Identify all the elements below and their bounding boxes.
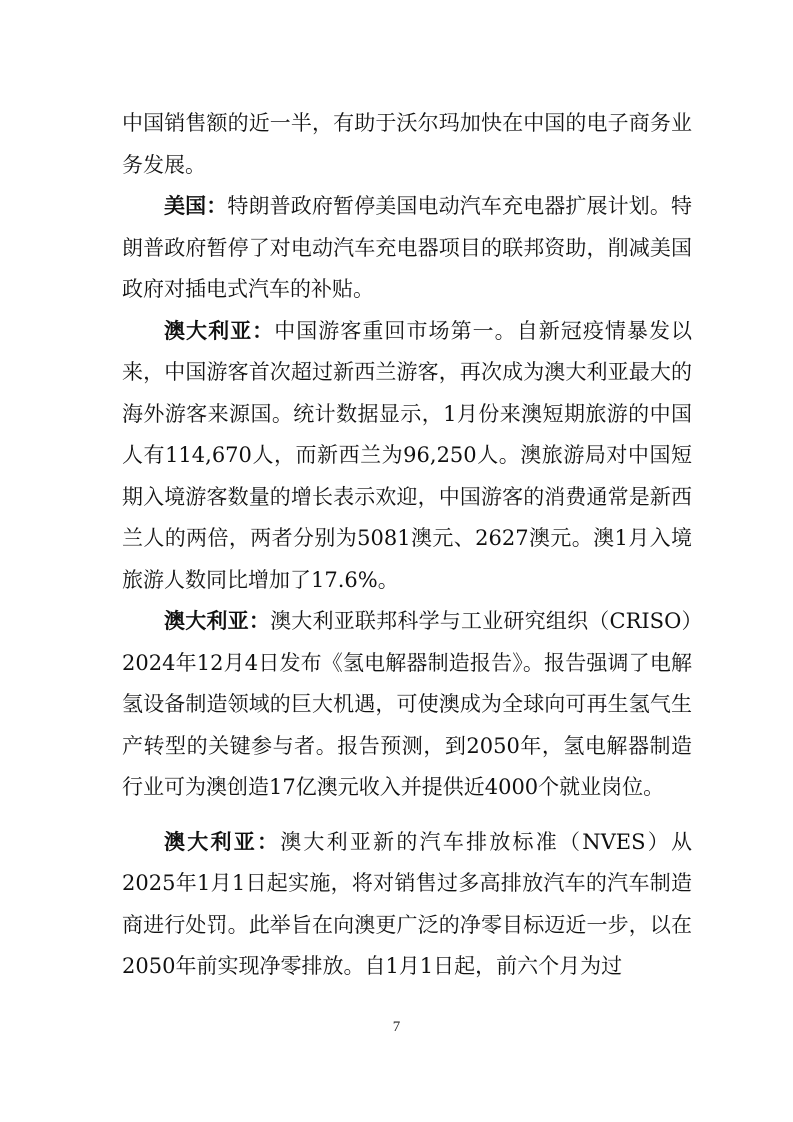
page-number: 7	[392, 1019, 401, 1035]
paragraph-australia-tourists	[122, 311, 692, 602]
paragraph-australia-nves	[122, 822, 692, 988]
paragraph-text: 中国游客重回市场第一。自新冠疫情暴发以来，中国游客首次超过新西兰游客，再次成为澳大利亚最大的海外游客来源国。统计数据显示，1月份来澳短期旅游的中国人有114,670人，而新西兰为96,250人。澳旅游局对中国短期入境游客数量的增长表示欢迎，中国游客的消费通常是新西兰人的两倍，两者分别为5081澳元、2627澳元。澳1月入境旅游人数同比增加了17.6%。	[122, 318, 692, 592]
paragraph-text: 澳大利亚联邦科学与工业研究组织（CRISO）2024年12月4日发布《氢电解器制造报告》。报告强调了电解氢设备制造领域的巨大机遇，可使澳成为全球向可再生氢气生产转型的关键参与者。报告预测，到2050年，氢电解器制造行业可为澳创造17亿澳元收入并提供近4000个就业岗位。	[122, 609, 693, 799]
body-text	[122, 103, 692, 988]
paragraph-text: 特朗普政府暂停美国电动汽车充电器扩展计划。特朗普政府暂停了对电动汽车充电器项目的联邦资助，削减美国政府对插电式汽车的补贴。	[122, 194, 692, 301]
paragraph-continuation	[122, 103, 692, 186]
paragraph-usa-ev-charger	[122, 186, 692, 311]
paragraph-lead: 澳大利亚：	[164, 318, 275, 343]
paragraph-text: 澳大利亚新的汽车排放标准（NVES）从2025年1月1日起实施，将对销售过多高排放汽车的汽车制造商进行处罚。此举旨在向澳更广泛的净零目标迈近一步，以在2050年前实现净零排放。自1月1日起，前六个月为过	[122, 829, 692, 978]
paragraph-lead: 澳大利亚：	[164, 829, 281, 854]
paragraph-lead: 美国：	[164, 194, 228, 218]
paragraph-lead: 澳大利亚：	[164, 609, 271, 633]
paragraph-text: 中国销售额的近一半，有助于沃尔玛加快在中国的电子商务业务发展。	[122, 111, 692, 177]
paragraph-australia-hydrogen	[122, 601, 692, 809]
